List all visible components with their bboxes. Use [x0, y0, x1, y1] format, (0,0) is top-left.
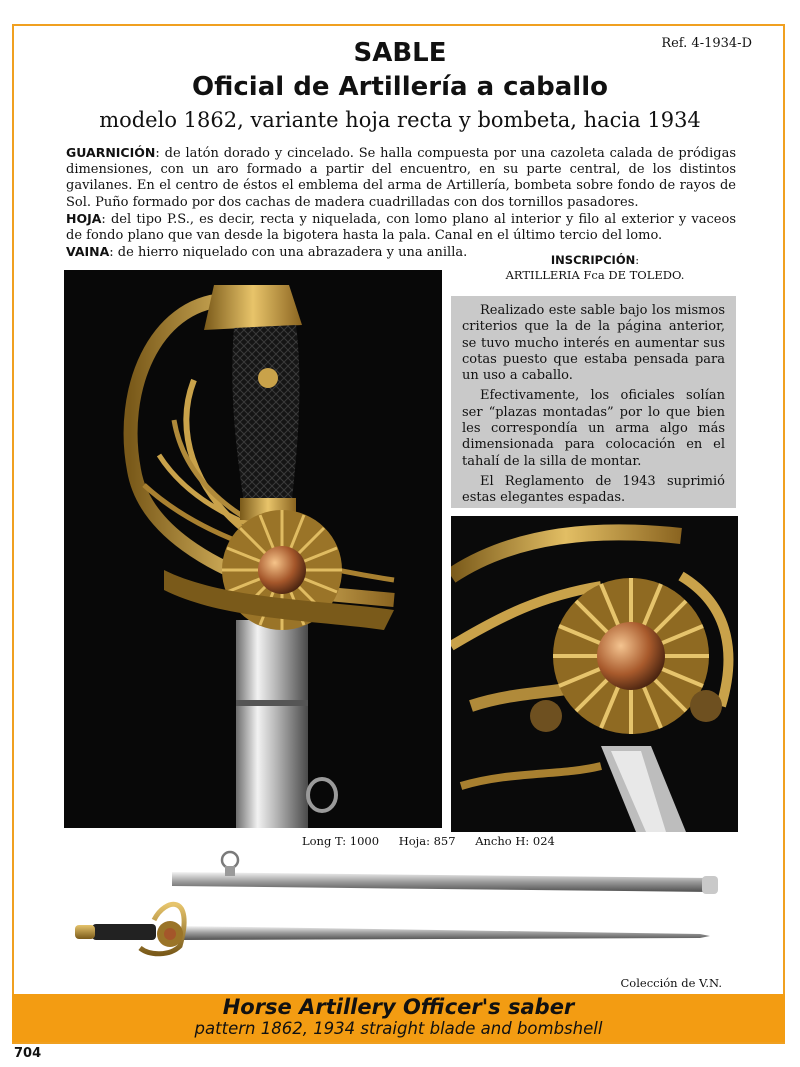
note-paragraph: Realizado este sable bajo los mismos criterios que la de la página anterior, se tuvo mucho interés en aumentar sus cotas puesto que estaba pensada para un uso a caballo.: [462, 303, 725, 384]
blade-length: Hoja: 857: [398, 834, 456, 848]
description: [66, 145, 736, 261]
emblem-detail-photo: [451, 516, 738, 832]
inscription-label-line: [452, 253, 738, 268]
vaina-text: : de hierro niquelado con una abrazadera y una anilla.: [109, 245, 468, 261]
emblem-illustration: [451, 516, 738, 832]
collection-credit: Colección de V.N.: [620, 976, 722, 990]
note-paragraph: Efectivamente, los oficiales solían ser “plazas montadas” por lo que bien les correspondía un arma algo más dimensionada para colocación en el tahalí de la silla de montar.: [462, 388, 725, 469]
page-title: SABLE: [353, 38, 447, 68]
english-subtitle: pattern 1862, 1934 straight blade and bombshell: [194, 1019, 603, 1038]
vaina-label: VAINA: [66, 244, 110, 260]
reference-number: Ref. 4-1934-D: [661, 36, 752, 51]
guarnicion-text: : de latón dorado y cincelado. Se halla compuesta por una cazoleta calada de pródigas dimensiones, con un aro formado a partir del encuentro, en su parte central, de los distintos gavilanes. En el centro de éstos el emblema del arma de Artillería, bombeta sobre fondo de rayos de Sol. Puño formado por dos cachas de madera cuadrilladas con dos tornillos pasadores.: [66, 146, 736, 210]
hoja-text: : del tipo P.S., es decir, recta y niquelada, con lomo plano al interior y filo al exterior y vaceos de fondo plano que van desde la bigotera hasta la pala. Canal en el último tercio del lomo.: [66, 211, 736, 244]
english-title-banner: [12, 994, 785, 1042]
hilt-photo: [64, 270, 442, 828]
guarnicion-label: GUARNICIÓN: [66, 145, 156, 160]
notes-box: [451, 296, 736, 508]
page-subtitle: modelo 1862, variante hoja recta y bombeta, hacia 1934: [99, 108, 701, 132]
note-paragraph: El Reglamento de 1943 suprimió estas elegantes espadas.: [462, 473, 725, 506]
inscription: [452, 253, 738, 283]
blade-width: Ancho H: 024: [475, 834, 555, 848]
inscription-colon: :: [635, 253, 640, 267]
full-saber-illustration: [70, 848, 730, 958]
length-total: Long T: 1000: [302, 834, 380, 848]
guarnicion-paragraph: [66, 145, 736, 211]
page-number: 704: [14, 1046, 42, 1061]
hoja-paragraph: [66, 211, 736, 244]
inscription-label: INSCRIPCIÓN: [550, 253, 636, 267]
dimensions: [302, 834, 571, 848]
page-title-line2: Oficial de Artillería a caballo: [192, 72, 608, 102]
hoja-label: HOJA: [66, 210, 102, 226]
english-title: Horse Artillery Officer's saber: [222, 995, 575, 1019]
inscription-text: ARTILLERIA Fca DE TOLEDO.: [505, 268, 685, 282]
hilt-illustration: [64, 270, 442, 828]
